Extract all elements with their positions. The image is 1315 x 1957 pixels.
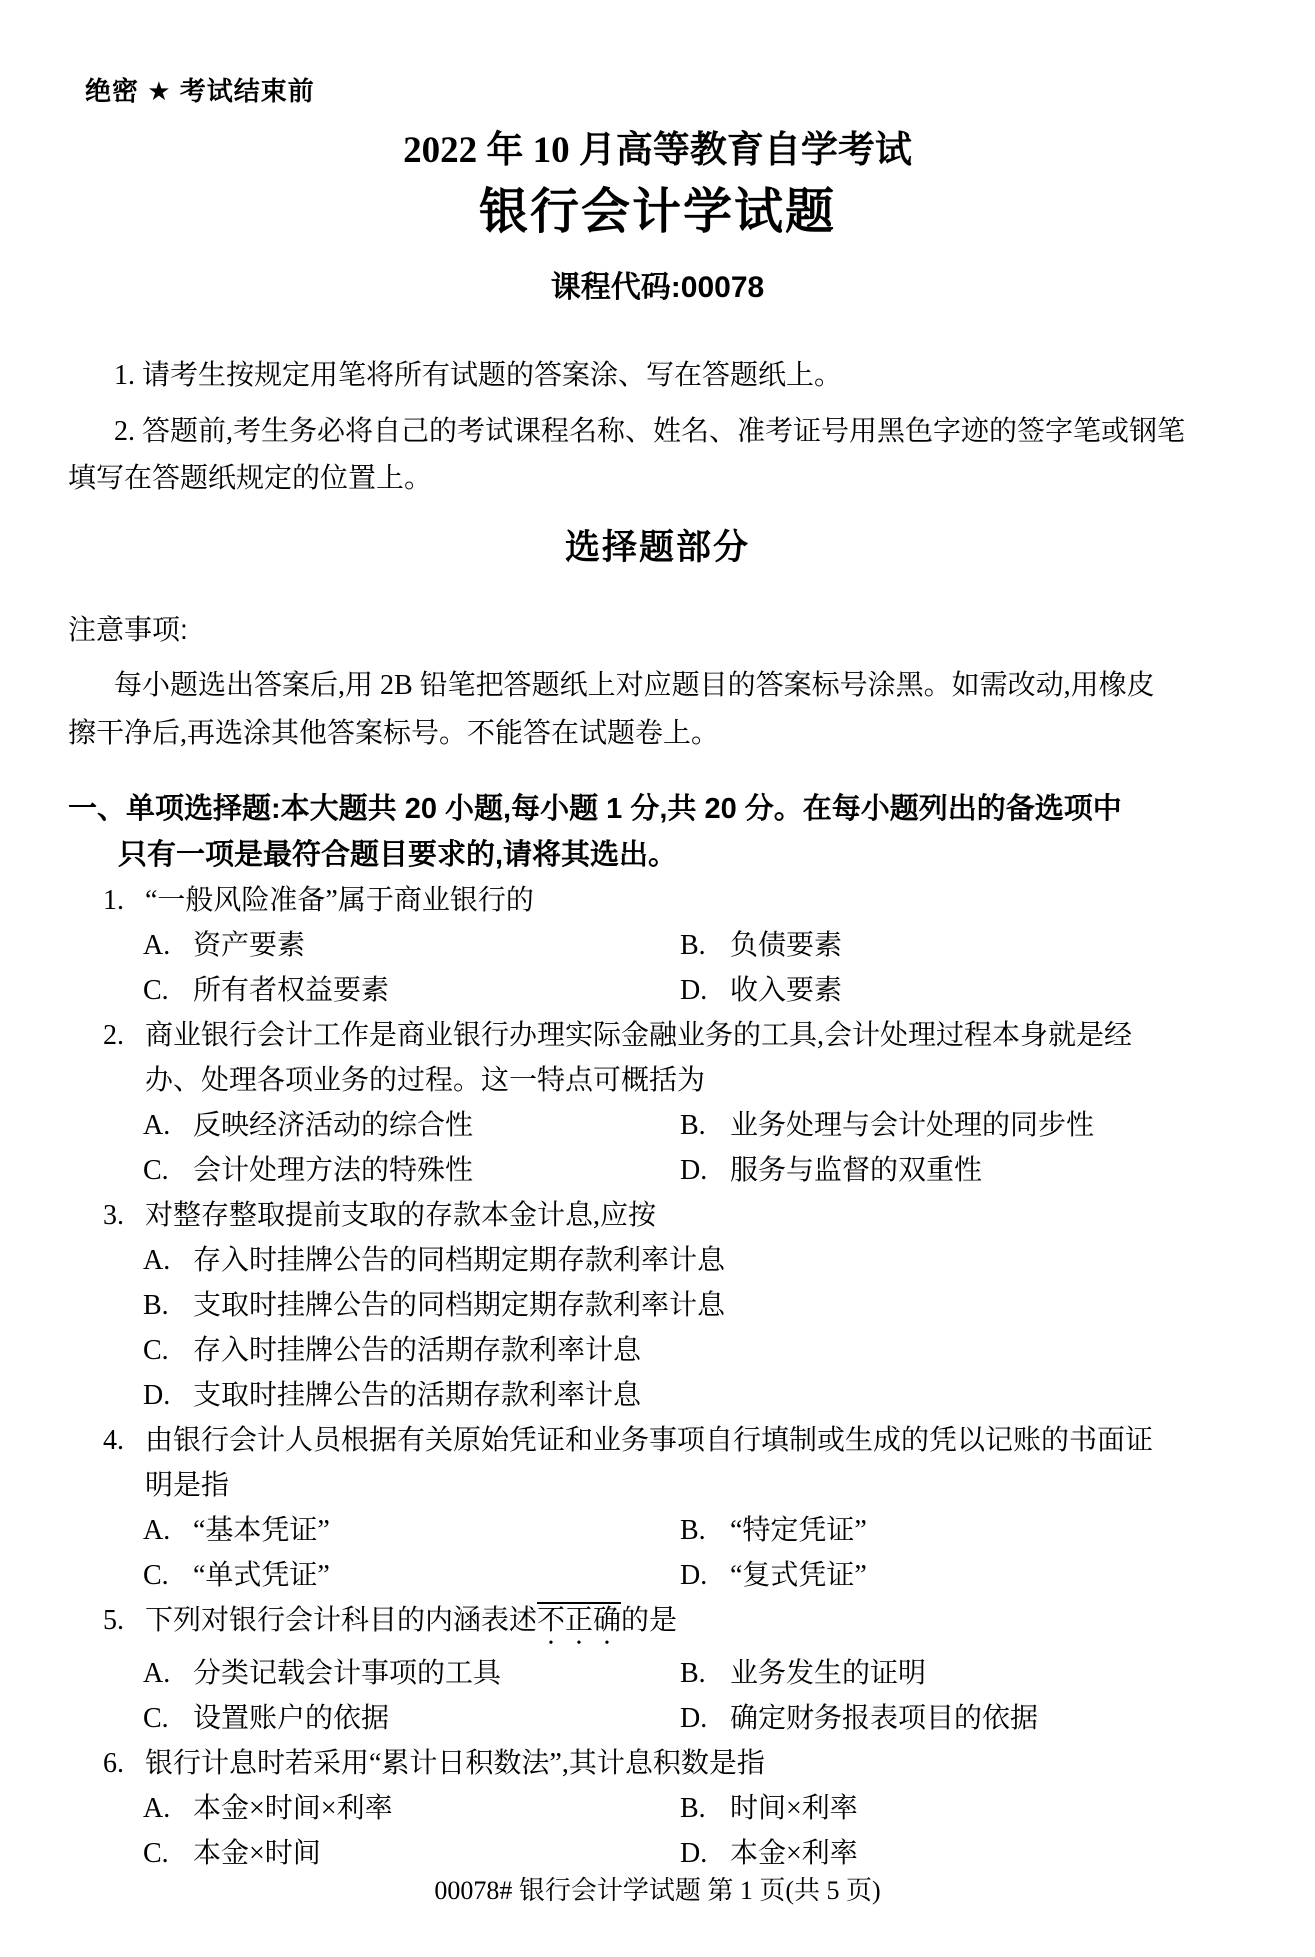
option-label: C. xyxy=(143,1703,169,1734)
instruction-item-1: 1. 请考生按规定用笔将所有试题的答案涂、写在答题纸上。 xyxy=(114,360,843,391)
general-instructions xyxy=(68,352,1245,502)
question-1 xyxy=(103,878,1285,1013)
exam-title: 2022 年 10 月高等教育自学考试 xyxy=(403,130,912,171)
option-C xyxy=(143,1328,1285,1373)
option-label: B. xyxy=(143,1290,169,1321)
question-text xyxy=(103,1013,1285,1103)
option-label: D. xyxy=(680,1838,708,1869)
option-text: 资产要素 xyxy=(193,930,306,961)
option-D xyxy=(680,1696,1285,1741)
question-text xyxy=(103,1193,1285,1238)
option-label: A. xyxy=(143,1515,171,1546)
option-label: D. xyxy=(143,1380,171,1411)
option-text: 负债要素 xyxy=(730,930,843,961)
option-text: 收入要素 xyxy=(730,975,843,1006)
option-label: B. xyxy=(680,930,706,961)
option-text: “单式凭证” xyxy=(193,1560,330,1591)
page-footer: 00078# 银行会计学试题 第 1 页(共 5 页) xyxy=(434,1876,881,1905)
option-text: 分类记载会计事项的工具 xyxy=(193,1658,502,1689)
option-text: 所有者权益要素 xyxy=(193,975,390,1006)
option-text: 服务与监督的双重性 xyxy=(730,1155,983,1186)
part-title: 选择题部分 xyxy=(564,528,750,567)
question-4 xyxy=(103,1418,1285,1598)
option-text: 会计处理方法的特殊性 xyxy=(193,1155,474,1186)
option-text: 确定财务报表项目的依据 xyxy=(730,1703,1039,1734)
question-6 xyxy=(103,1741,1285,1876)
instruction-item-2: 2. 答题前,考生务必将自己的考试课程名称、姓名、准考证号用黑色字迹的签字笔或钢笔 填写在答题纸规定的位置上。 xyxy=(68,416,1186,494)
option-text: “特定凭证” xyxy=(730,1515,867,1546)
question-text-segment: 银行计息时若采用“累计日积数法”,其计息积数是指 xyxy=(145,1748,765,1779)
option-list xyxy=(143,1238,1285,1418)
option-label: D. xyxy=(680,1703,708,1734)
question-text-segment: 的是 xyxy=(621,1605,678,1636)
course-code: 课程代码:00078 xyxy=(550,271,765,304)
notes-text: 每小题选出答案后,用 2B 铅笔把答题纸上对应题目的答案标号涂黑。如需改动,用橡皮 擦干净后,再选涂其他答案标号。不能答在试题卷上。 xyxy=(68,670,1155,749)
question-number: 5. xyxy=(103,1605,124,1636)
exam-subtitle: 银行会计学试题 xyxy=(478,185,836,239)
option-C xyxy=(143,1553,680,1598)
option-list xyxy=(143,1651,1285,1741)
option-text: 支取时挂牌公告的同档期定期存款利率计息 xyxy=(193,1290,726,1321)
option-text: 设置账户的依据 xyxy=(193,1703,390,1734)
option-B xyxy=(680,1103,1285,1148)
option-A xyxy=(143,1103,680,1148)
option-C xyxy=(143,1696,680,1741)
notes-label: 注意事项: xyxy=(68,614,188,645)
option-A xyxy=(143,1238,1285,1283)
option-A xyxy=(143,1651,680,1696)
question-text xyxy=(103,878,1285,923)
question-text-segment: “一般风险准备”属于商业银行的 xyxy=(145,885,534,916)
question-5 xyxy=(103,1598,1285,1741)
option-text: 业务发生的证明 xyxy=(730,1658,927,1689)
option-C xyxy=(143,1831,680,1876)
option-D xyxy=(680,968,1285,1013)
option-text: “基本凭证” xyxy=(193,1515,330,1546)
option-label: B. xyxy=(680,1110,706,1141)
option-label: D. xyxy=(680,975,708,1006)
option-text: 时间×利率 xyxy=(730,1793,858,1824)
option-A xyxy=(143,1508,680,1553)
question-number: 6. xyxy=(103,1748,124,1779)
option-label: A. xyxy=(143,930,171,961)
question-number: 3. xyxy=(103,1200,124,1231)
option-text: 本金×时间 xyxy=(193,1838,321,1869)
option-label: C. xyxy=(143,1560,169,1591)
question-number: 4. xyxy=(103,1425,124,1456)
question-2 xyxy=(103,1013,1285,1193)
option-A xyxy=(143,1786,680,1831)
option-label: D. xyxy=(680,1155,708,1186)
option-label: A. xyxy=(143,1793,171,1824)
question-text-segment: 由银行会计人员根据有关原始凭证和业务事项自行填制或生成的凭以记账的书面证 明是指 xyxy=(145,1425,1154,1501)
option-B xyxy=(680,923,1285,968)
question-text-segment: 下列对银行会计科目的内涵表述 xyxy=(145,1605,538,1636)
option-text: 本金×利率 xyxy=(730,1838,858,1869)
option-text: “复式凭证” xyxy=(730,1560,867,1591)
option-B xyxy=(680,1508,1285,1553)
option-C xyxy=(143,968,680,1013)
option-D xyxy=(680,1831,1285,1876)
question-number: 2. xyxy=(103,1020,124,1051)
question-text-segment: 商业银行会计工作是商业银行办理实际金融业务的工具,会计处理过程本身就是经 办、处理各项业务的过程。这一特点可概括为 xyxy=(145,1020,1133,1096)
question-text xyxy=(103,1418,1285,1508)
option-D xyxy=(680,1148,1285,1193)
option-D xyxy=(143,1373,1285,1418)
question-text xyxy=(103,1598,1285,1651)
option-B xyxy=(680,1786,1285,1831)
classification-label: 绝密 ★ 考试结束前 xyxy=(85,76,315,106)
option-text: 存入时挂牌公告的同档期定期存款利率计息 xyxy=(193,1245,726,1276)
option-label: C. xyxy=(143,975,169,1006)
option-text: 本金×时间×利率 xyxy=(193,1793,393,1824)
option-D xyxy=(680,1553,1285,1598)
option-list xyxy=(143,1103,1285,1193)
option-B xyxy=(143,1283,1285,1328)
option-label: A. xyxy=(143,1110,171,1141)
option-text: 支取时挂牌公告的活期存款利率计息 xyxy=(193,1380,642,1411)
emphasized-text: 不正确 xyxy=(537,1602,621,1636)
option-list xyxy=(143,923,1285,1013)
option-label: B. xyxy=(680,1658,706,1689)
option-text: 存入时挂牌公告的活期存款利率计息 xyxy=(193,1335,642,1366)
option-label: A. xyxy=(143,1245,171,1276)
option-label: D. xyxy=(680,1560,708,1591)
option-label: C. xyxy=(143,1335,169,1366)
question-text-segment: 对整存整取提前支取的存款本金计息,应按 xyxy=(145,1200,657,1231)
option-label: B. xyxy=(680,1793,706,1824)
section-1-heading: 一、单项选择题:本大题共 20 小题,每小题 1 分,共 20 分。在每小题列出的备选项中 只有一项是最符合题目要求的,请将其选出。 xyxy=(68,793,1122,871)
question-text xyxy=(103,1741,1285,1786)
option-list xyxy=(143,1786,1285,1876)
option-label: C. xyxy=(143,1155,169,1186)
option-A xyxy=(143,923,680,968)
question-3 xyxy=(103,1193,1285,1418)
question-list xyxy=(68,878,1285,1876)
question-number: 1. xyxy=(103,885,124,916)
option-B xyxy=(680,1651,1285,1696)
option-C xyxy=(143,1148,680,1193)
option-list xyxy=(143,1508,1285,1598)
option-text: 反映经济活动的综合性 xyxy=(193,1110,474,1141)
option-label: A. xyxy=(143,1658,171,1689)
option-text: 业务处理与会计处理的同步性 xyxy=(730,1110,1095,1141)
option-label: B. xyxy=(680,1515,706,1546)
option-label: C. xyxy=(143,1838,169,1869)
